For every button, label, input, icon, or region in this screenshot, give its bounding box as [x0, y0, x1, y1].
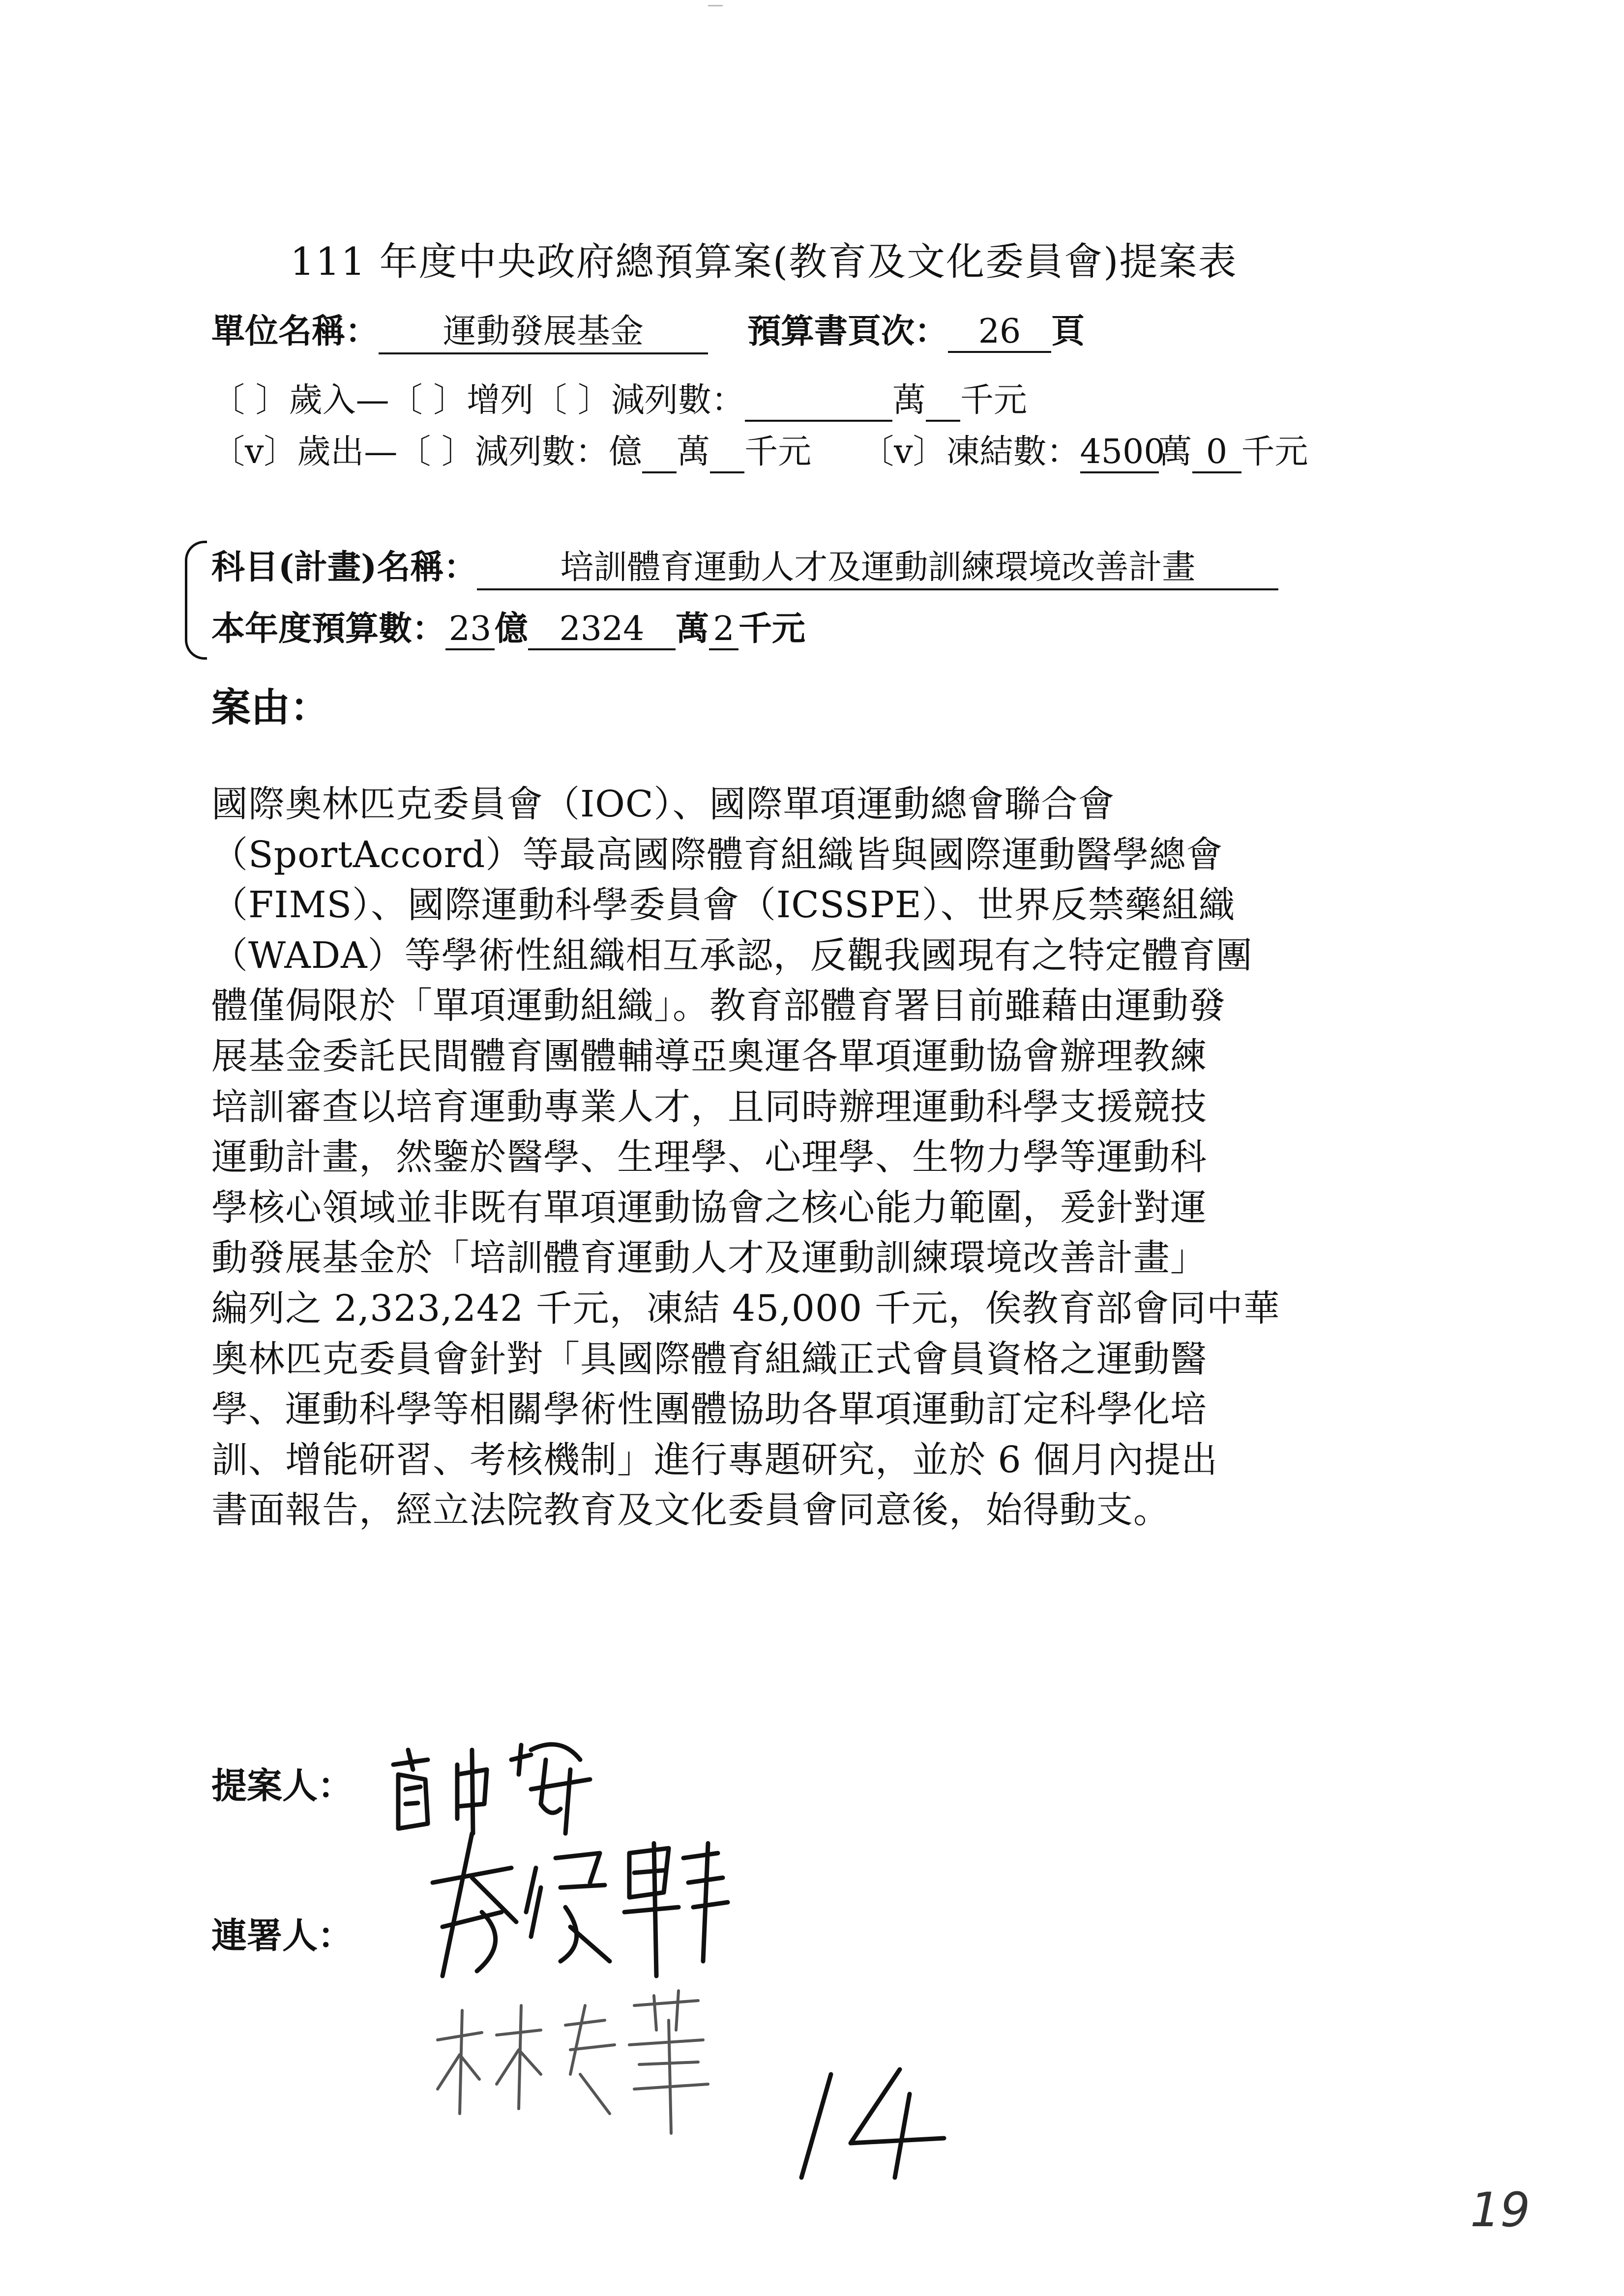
budget-yi-unit: 億	[495, 609, 529, 648]
page-value: 26	[948, 312, 1051, 353]
reason-line: 國際奧林匹克委員會（IOC）、國際單項運動總會聯合會	[211, 783, 1115, 825]
budget-wan-value: 2324	[528, 610, 676, 650]
handwritten-number	[787, 2064, 954, 2182]
freeze-qian-unit: 千元	[1241, 433, 1308, 471]
expense-text: 〔v〕歲出—〔 〕減列數：億	[211, 433, 643, 471]
subject-value: 培訓體育運動人才及運動訓練環境改善計畫	[477, 541, 1278, 590]
reason-line: （SportAccord）等最高國際體育組織皆與國際運動醫學總會	[211, 833, 1223, 876]
page-label: 預算書頁次：	[747, 312, 948, 351]
reason-line: 培訓審查以培育運動專業人才，且同時辦理運動科學支援競技	[211, 1085, 1207, 1128]
reason-line: 動發展基金於「培訓體育運動人才及運動訓練環境改善計畫」	[211, 1237, 1207, 1279]
cosigner-signature-1	[413, 1814, 747, 2001]
subject-label: 科目(計畫)名稱：	[211, 548, 477, 587]
budget-label: 本年度預算數：	[211, 609, 446, 648]
freeze-qian-value: 0	[1192, 433, 1241, 473]
unit-value: 運動發展基金	[379, 305, 708, 354]
unit-line	[211, 305, 1085, 354]
bracket-mark	[185, 541, 207, 660]
reason-line: 展基金委託民間體育團體輔導亞奧運各單項運動協會辦理教練	[211, 1035, 1207, 1077]
reason-line: 奧林匹克委員會針對「具國際體育組織正式會員資格之運動醫	[211, 1337, 1207, 1380]
reason-line: 學、運動科學等相關學術性團體協助各單項運動訂定科學化培	[211, 1388, 1207, 1431]
income-wan-blank	[745, 381, 892, 422]
page-number: 19	[1470, 2182, 1531, 2238]
reason-line: 體僅侷限於「單項運動組織」。教育部體育署目前雖藉由運動發	[211, 985, 1226, 1027]
reason-line: （WADA）等學術性組織相互承認，反觀我國現有之特定體育團	[211, 934, 1253, 977]
expense-line	[211, 425, 1308, 473]
reason-label: 案由：	[211, 684, 329, 730]
reason-line: （FIMS）、國際運動科學委員會（ICSSPE）、世界反禁藥組織	[211, 884, 1236, 927]
income-line	[211, 374, 1027, 422]
reason-line: 編列之 2,323,242 千元，凍結 45,000 千元，俟教育部會同中華	[211, 1287, 1280, 1330]
income-wan: 萬	[892, 381, 926, 420]
income-qian: 千元	[960, 381, 1027, 420]
budget-qian-unit: 千元	[738, 609, 806, 648]
freeze-label: 〔v〕凍結數：	[860, 433, 1080, 471]
budget-wan-unit: 萬	[676, 609, 709, 648]
expense-qian: 千元	[744, 433, 812, 471]
income-text: 〔 〕歲入—〔 〕增列〔 〕減列數：	[211, 381, 745, 420]
reason-body	[211, 779, 1416, 1536]
income-qian-blank	[926, 381, 960, 422]
reason-line: 訓、增能研習、考核機制」進行專題研究，並於 6 個月內提出	[211, 1438, 1218, 1481]
unit-label: 單位名稱：	[211, 312, 379, 351]
reason-line: 書面報告，經立法院教育及文化委員會同意後，始得動支。	[211, 1489, 1170, 1532]
proposer-label: 提案人：	[211, 1765, 354, 1806]
page-title: 111 年度中央政府總預算案(教育及文化委員會)提案表	[290, 240, 1238, 284]
cosigner-signature-2	[423, 1976, 718, 2138]
budget-qian-value: 2	[709, 610, 738, 650]
cosigner-label: 連署人：	[211, 1915, 354, 1956]
reason-line: 學核心領域並非既有單項運動協會之核心能力範圍，爰針對運	[211, 1186, 1207, 1229]
expense-wan: 萬	[677, 433, 710, 471]
freeze-wan-value: 4500	[1080, 433, 1159, 473]
page-suffix: 頁	[1051, 312, 1085, 351]
budget-yi-value: 23	[445, 610, 495, 650]
budget-line	[211, 602, 805, 650]
subject-line	[211, 541, 1278, 590]
expense-wan-blank	[710, 433, 744, 473]
expense-yi-blank	[642, 433, 677, 473]
reason-line: 運動計畫，然鑒於醫學、生理學、心理學、生物力學等運動科	[211, 1136, 1207, 1179]
scan-mark	[708, 5, 723, 6]
freeze-wan-unit: 萬	[1158, 433, 1192, 471]
